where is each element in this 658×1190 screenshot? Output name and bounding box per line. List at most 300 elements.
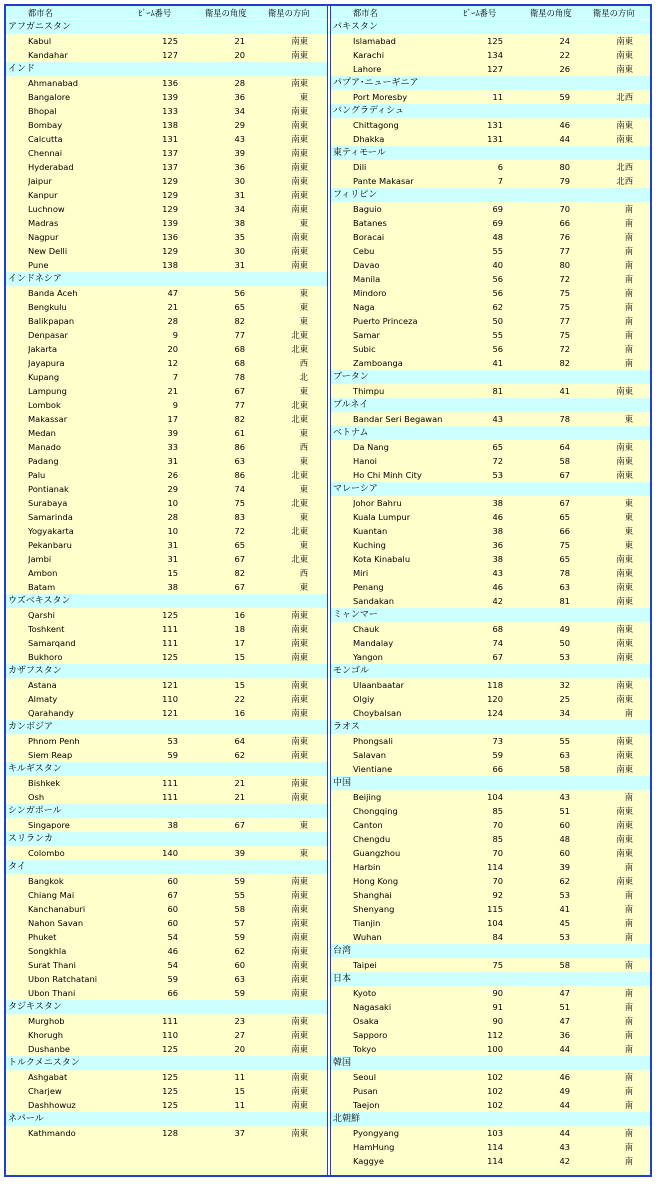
satellite-angle: 22 xyxy=(559,50,570,60)
table-row xyxy=(6,300,327,314)
satellite-angle: 53 xyxy=(559,890,570,900)
table-row xyxy=(331,496,652,510)
satellite-angle: 62 xyxy=(559,876,570,886)
country-name: マレーシア xyxy=(333,484,378,494)
beam-number: 59 xyxy=(167,750,178,760)
table-row xyxy=(6,118,327,132)
beam-number: 67 xyxy=(167,890,178,900)
satellite-direction: 南東 xyxy=(616,694,633,704)
city-name: Bukhoro xyxy=(28,652,63,662)
city-name: Murghob xyxy=(28,1016,65,1026)
satellite-table xyxy=(4,4,652,1177)
beam-number: 65 xyxy=(492,442,503,452)
table-row xyxy=(6,874,327,888)
satellite-angle: 36 xyxy=(559,1030,570,1040)
satellite-angle: 20 xyxy=(234,50,245,60)
table-row xyxy=(331,734,652,748)
satellite-angle: 68 xyxy=(234,358,245,368)
city-name: Ahmanabad xyxy=(28,78,79,88)
country-name: トルクメニスタン xyxy=(8,1058,80,1068)
table-row xyxy=(6,524,327,538)
satellite-direction: 南 xyxy=(624,232,633,242)
table-row xyxy=(6,314,327,328)
country-name: ブルネイ xyxy=(333,400,369,410)
city-name: Songkhla xyxy=(28,946,67,956)
beam-number: 138 xyxy=(162,120,178,130)
table-row xyxy=(331,1070,652,1084)
table-row xyxy=(6,790,327,804)
satellite-direction: 南東 xyxy=(616,64,633,74)
beam-number: 127 xyxy=(487,64,503,74)
table-row xyxy=(6,244,327,258)
satellite-angle: 44 xyxy=(559,1128,570,1138)
satellite-angle: 65 xyxy=(234,302,245,312)
satellite-direction: 東 xyxy=(299,218,308,228)
beam-number: 112 xyxy=(487,1030,503,1040)
table-row xyxy=(331,566,652,580)
city-name: Kabul xyxy=(28,36,52,46)
table-row xyxy=(331,510,652,524)
satellite-angle: 41 xyxy=(559,904,570,914)
satellite-angle: 15 xyxy=(234,1086,245,1096)
beam-number: 133 xyxy=(162,106,178,116)
city-name: Da Nang xyxy=(353,442,389,452)
satellite-angle: 65 xyxy=(234,540,245,550)
beam-number: 69 xyxy=(492,204,503,214)
table-row xyxy=(331,916,652,930)
satellite-direction: 南東 xyxy=(616,582,633,592)
header-angle: 衛星の角度 xyxy=(530,8,572,18)
country-group-row xyxy=(6,1056,327,1070)
table-row xyxy=(331,524,652,538)
satellite-angle: 66 xyxy=(559,218,570,228)
beam-number: 110 xyxy=(162,1030,178,1040)
satellite-direction: 南 xyxy=(624,1128,633,1138)
city-name: Balikpapan xyxy=(28,316,75,326)
satellite-direction: 北東 xyxy=(291,498,308,508)
satellite-angle: 55 xyxy=(559,736,570,746)
country-group-row xyxy=(331,370,652,384)
city-name: Dili xyxy=(353,162,367,172)
satellite-angle: 18 xyxy=(234,624,245,634)
beam-number: 131 xyxy=(487,134,503,144)
table-row xyxy=(331,342,652,356)
table-row xyxy=(6,174,327,188)
satellite-direction: 南 xyxy=(624,1142,633,1152)
satellite-angle: 63 xyxy=(234,456,245,466)
beam-number: 38 xyxy=(167,820,178,830)
satellite-direction: 南東 xyxy=(291,750,308,760)
city-name: Dashhowuz xyxy=(28,1100,76,1110)
satellite-direction: 南東 xyxy=(291,960,308,970)
satellite-angle: 11 xyxy=(234,1072,245,1082)
satellite-angle: 62 xyxy=(234,946,245,956)
table-row xyxy=(6,160,327,174)
beam-number: 84 xyxy=(492,932,503,942)
satellite-direction: 南東 xyxy=(291,904,308,914)
country-name: パプア･ニューギニア xyxy=(333,78,419,88)
table-row xyxy=(331,818,652,832)
satellite-direction: 南東 xyxy=(291,680,308,690)
satellite-direction: 南東 xyxy=(616,442,633,452)
satellite-angle: 37 xyxy=(234,1128,245,1138)
satellite-direction: 南 xyxy=(624,1100,633,1110)
satellite-angle: 65 xyxy=(559,554,570,564)
table-row xyxy=(331,1098,652,1112)
table-row xyxy=(331,440,652,454)
satellite-direction: 西 xyxy=(299,358,308,368)
satellite-direction: 北西 xyxy=(616,176,633,186)
city-name: Pyongyang xyxy=(353,1128,400,1138)
table-row xyxy=(6,958,327,972)
beam-number: 38 xyxy=(492,498,503,508)
city-name: Nagpur xyxy=(28,232,59,242)
satellite-direction: 南 xyxy=(624,1072,633,1082)
beam-number: 125 xyxy=(487,36,503,46)
table-row xyxy=(331,202,652,216)
satellite-angle: 75 xyxy=(559,302,570,312)
beam-number: 140 xyxy=(162,848,178,858)
satellite-angle: 49 xyxy=(559,1086,570,1096)
satellite-angle: 67 xyxy=(234,820,245,830)
satellite-direction: 北東 xyxy=(291,344,308,354)
city-name: Jayapura xyxy=(28,358,65,368)
city-name: Chauk xyxy=(353,624,380,634)
table-row xyxy=(6,566,327,580)
beam-number: 114 xyxy=(487,1142,503,1152)
city-name: Ambon xyxy=(28,568,58,578)
beam-number: 92 xyxy=(492,890,503,900)
beam-number: 53 xyxy=(167,736,178,746)
table-row xyxy=(6,916,327,930)
table-row xyxy=(6,104,327,118)
satellite-direction: 南 xyxy=(624,288,633,298)
satellite-angle: 75 xyxy=(559,330,570,340)
city-name: Yogyakarta xyxy=(28,526,74,536)
city-name: Singapore xyxy=(28,820,70,830)
satellite-angle: 27 xyxy=(234,1030,245,1040)
city-name: Chongqing xyxy=(353,806,398,816)
satellite-direction: 南東 xyxy=(616,834,633,844)
table-row xyxy=(331,1000,652,1014)
country-group-row xyxy=(6,62,327,76)
satellite-direction: 東 xyxy=(299,484,308,494)
satellite-angle: 80 xyxy=(559,162,570,172)
beam-number: 46 xyxy=(492,512,503,522)
city-name: Bengkulu xyxy=(28,302,67,312)
city-name: Kandahar xyxy=(28,50,68,60)
satellite-angle: 35 xyxy=(234,232,245,242)
beam-number: 125 xyxy=(162,1044,178,1054)
table-row xyxy=(331,930,652,944)
table-row xyxy=(6,1042,327,1056)
beam-number: 111 xyxy=(162,638,178,648)
country-name: ウズベキスタン xyxy=(8,596,71,606)
table-row xyxy=(6,706,327,720)
city-name: Nagasaki xyxy=(353,1002,392,1012)
satellite-angle: 47 xyxy=(559,988,570,998)
country-name: 日本 xyxy=(333,974,352,984)
city-name: Shenyang xyxy=(353,904,395,914)
satellite-angle: 77 xyxy=(559,246,570,256)
city-name: Samarinda xyxy=(28,512,73,522)
table-row xyxy=(6,678,327,692)
satellite-direction: 南 xyxy=(624,988,633,998)
country-group-row xyxy=(6,594,327,608)
satellite-angle: 22 xyxy=(234,694,245,704)
table-row xyxy=(6,426,327,440)
satellite-angle: 82 xyxy=(234,568,245,578)
table-row xyxy=(331,1154,652,1168)
satellite-angle: 67 xyxy=(559,470,570,480)
satellite-direction: 東 xyxy=(299,316,308,326)
beam-number: 131 xyxy=(162,134,178,144)
table-row xyxy=(6,328,327,342)
satellite-direction: 南東 xyxy=(291,988,308,998)
beam-number: 59 xyxy=(167,974,178,984)
table-row xyxy=(6,440,327,454)
table-row xyxy=(6,986,327,1000)
table-row xyxy=(331,90,652,104)
satellite-angle: 75 xyxy=(559,288,570,298)
city-name: Pune xyxy=(28,260,49,270)
beam-number: 134 xyxy=(487,50,503,60)
beam-number: 90 xyxy=(492,988,503,998)
satellite-angle: 51 xyxy=(559,1002,570,1012)
table-row xyxy=(331,314,652,328)
satellite-direction: 東 xyxy=(624,540,633,550)
table-row xyxy=(6,342,327,356)
satellite-angle: 81 xyxy=(559,596,570,606)
beam-number: 103 xyxy=(487,1128,503,1138)
city-name: Colombo xyxy=(28,848,65,858)
city-name: Osaka xyxy=(353,1016,379,1026)
satellite-angle: 41 xyxy=(559,386,570,396)
satellite-angle: 39 xyxy=(234,848,245,858)
city-name: Nahon Savan xyxy=(28,918,84,928)
beam-number: 85 xyxy=(492,806,503,816)
header-row xyxy=(331,6,652,20)
country-name: タイ xyxy=(8,862,26,872)
satellite-angle: 80 xyxy=(559,260,570,270)
city-name: Sapporo xyxy=(353,1030,388,1040)
city-name: Guangzhou xyxy=(353,848,401,858)
country-name: アフガニスタン xyxy=(8,22,71,32)
city-name: Olgiy xyxy=(353,694,375,704)
city-name: Boracai xyxy=(353,232,385,242)
satellite-angle: 23 xyxy=(234,1016,245,1026)
country-name: タジキスタン xyxy=(8,1002,62,1012)
city-name: Bhopal xyxy=(28,106,57,116)
city-name: Kuantan xyxy=(353,526,388,536)
table-row xyxy=(6,776,327,790)
satellite-direction: 南東 xyxy=(291,946,308,956)
satellite-angle: 59 xyxy=(559,92,570,102)
beam-number: 138 xyxy=(162,260,178,270)
table-row xyxy=(6,398,327,412)
beam-number: 62 xyxy=(492,302,503,312)
table-row xyxy=(331,272,652,286)
beam-number: 60 xyxy=(167,918,178,928)
country-name: ラオス xyxy=(333,722,360,732)
beam-number: 31 xyxy=(167,540,178,550)
satellite-angle: 15 xyxy=(234,652,245,662)
table-row xyxy=(6,510,327,524)
city-name: Batam xyxy=(28,582,56,592)
city-name: Salavan xyxy=(353,750,386,760)
beam-number: 43 xyxy=(492,414,503,424)
satellite-direction: 南東 xyxy=(616,554,633,564)
satellite-angle: 48 xyxy=(559,834,570,844)
city-name: Pante Makasar xyxy=(353,176,414,186)
city-name: Miri xyxy=(353,568,369,578)
table-row xyxy=(331,748,652,762)
satellite-direction: 南東 xyxy=(291,78,308,88)
beam-number: 121 xyxy=(162,680,178,690)
city-name: Johor Bahru xyxy=(353,498,402,508)
satellite-angle: 43 xyxy=(234,134,245,144)
satellite-angle: 60 xyxy=(234,960,245,970)
satellite-direction: 南 xyxy=(624,260,633,270)
beam-number: 139 xyxy=(162,218,178,228)
beam-number: 139 xyxy=(162,92,178,102)
satellite-angle: 45 xyxy=(559,918,570,928)
satellite-angle: 58 xyxy=(559,456,570,466)
beam-number: 68 xyxy=(492,624,503,634)
satellite-angle: 72 xyxy=(234,526,245,536)
satellite-angle: 53 xyxy=(559,652,570,662)
country-group-row xyxy=(331,972,652,986)
table-row xyxy=(6,146,327,160)
city-name: Naga xyxy=(353,302,375,312)
country-group-row xyxy=(331,146,652,160)
table-row xyxy=(331,356,652,370)
beam-number: 54 xyxy=(167,960,178,970)
beam-number: 20 xyxy=(167,344,178,354)
satellite-angle: 67 xyxy=(234,386,245,396)
city-name: Qarshi xyxy=(28,610,55,620)
beam-number: 31 xyxy=(167,554,178,564)
satellite-direction: 北西 xyxy=(616,92,633,102)
beam-number: 21 xyxy=(167,386,178,396)
beam-number: 100 xyxy=(487,1044,503,1054)
satellite-direction: 南東 xyxy=(291,890,308,900)
beam-number: 60 xyxy=(167,904,178,914)
satellite-angle: 34 xyxy=(234,204,245,214)
country-group-row xyxy=(6,1000,327,1014)
beam-number: 120 xyxy=(487,694,503,704)
table-row xyxy=(6,846,327,860)
satellite-angle: 60 xyxy=(559,848,570,858)
satellite-angle: 49 xyxy=(559,624,570,634)
table-row xyxy=(6,692,327,706)
table-row xyxy=(331,258,652,272)
satellite-direction: 南東 xyxy=(616,568,633,578)
table-row xyxy=(331,454,652,468)
city-name: Luchnow xyxy=(28,204,65,214)
country-name: ミャンマー xyxy=(333,610,378,620)
beam-number: 15 xyxy=(167,568,178,578)
city-name: Medan xyxy=(28,428,56,438)
satellite-direction: 南東 xyxy=(291,162,308,172)
satellite-angle: 77 xyxy=(559,316,570,326)
country-group-row xyxy=(6,720,327,734)
city-name: Qarahandy xyxy=(28,708,74,718)
beam-number: 74 xyxy=(492,638,503,648)
city-name: Taejon xyxy=(353,1100,380,1110)
beam-number: 125 xyxy=(162,36,178,46)
city-name: Hong Kong xyxy=(353,876,399,886)
satellite-direction: 南東 xyxy=(616,638,633,648)
beam-number: 41 xyxy=(492,358,503,368)
city-name: Padang xyxy=(28,456,59,466)
header-direction: 衛星の方向 xyxy=(593,8,635,18)
table-row xyxy=(6,622,327,636)
beam-number: 91 xyxy=(492,1002,503,1012)
left-column xyxy=(6,6,327,1140)
beam-number: 85 xyxy=(492,834,503,844)
country-group-row xyxy=(331,482,652,496)
satellite-direction: 南 xyxy=(624,792,633,802)
country-group-row xyxy=(6,860,327,874)
city-name: Davao xyxy=(353,260,380,270)
beam-number: 129 xyxy=(162,190,178,200)
city-name: Denpasar xyxy=(28,330,68,340)
satellite-direction: 南 xyxy=(624,918,633,928)
city-name: Dushanbe xyxy=(28,1044,70,1054)
satellite-direction: 南東 xyxy=(291,652,308,662)
beam-number: 46 xyxy=(167,946,178,956)
satellite-direction: 南 xyxy=(624,218,633,228)
satellite-angle: 44 xyxy=(559,1044,570,1054)
satellite-direction: 南東 xyxy=(291,106,308,116)
country-group-row xyxy=(331,1112,652,1126)
city-name: Mandalay xyxy=(353,638,394,648)
satellite-angle: 63 xyxy=(559,750,570,760)
satellite-direction: 南東 xyxy=(291,134,308,144)
beam-number: 59 xyxy=(492,750,503,760)
country-group-row xyxy=(331,776,652,790)
table-row xyxy=(6,468,327,482)
city-name: Kupang xyxy=(28,372,60,382)
beam-number: 53 xyxy=(492,470,503,480)
city-name: Kota Kinabalu xyxy=(353,554,411,564)
beam-number: 38 xyxy=(492,526,503,536)
table-row xyxy=(331,636,652,650)
beam-number: 70 xyxy=(492,820,503,830)
satellite-angle: 77 xyxy=(234,330,245,340)
satellite-direction: 南東 xyxy=(616,750,633,760)
country-group-row xyxy=(331,398,652,412)
city-name: Penang xyxy=(353,582,384,592)
table-row xyxy=(331,384,652,398)
table-row xyxy=(331,118,652,132)
satellite-direction: 南東 xyxy=(616,36,633,46)
header-beam: ﾋﾞｰﾑ番号 xyxy=(463,8,497,18)
country-name: シンガポール xyxy=(8,806,62,816)
satellite-direction: 南 xyxy=(624,358,633,368)
beam-number: 81 xyxy=(492,386,503,396)
satellite-angle: 59 xyxy=(234,876,245,886)
country-group-row xyxy=(6,832,327,846)
satellite-direction: 南東 xyxy=(291,736,308,746)
table-row xyxy=(331,650,652,664)
satellite-direction: 南東 xyxy=(291,778,308,788)
satellite-angle: 86 xyxy=(234,470,245,480)
country-group-row xyxy=(6,20,327,34)
satellite-direction: 東 xyxy=(624,498,633,508)
city-name: Canton xyxy=(353,820,383,830)
